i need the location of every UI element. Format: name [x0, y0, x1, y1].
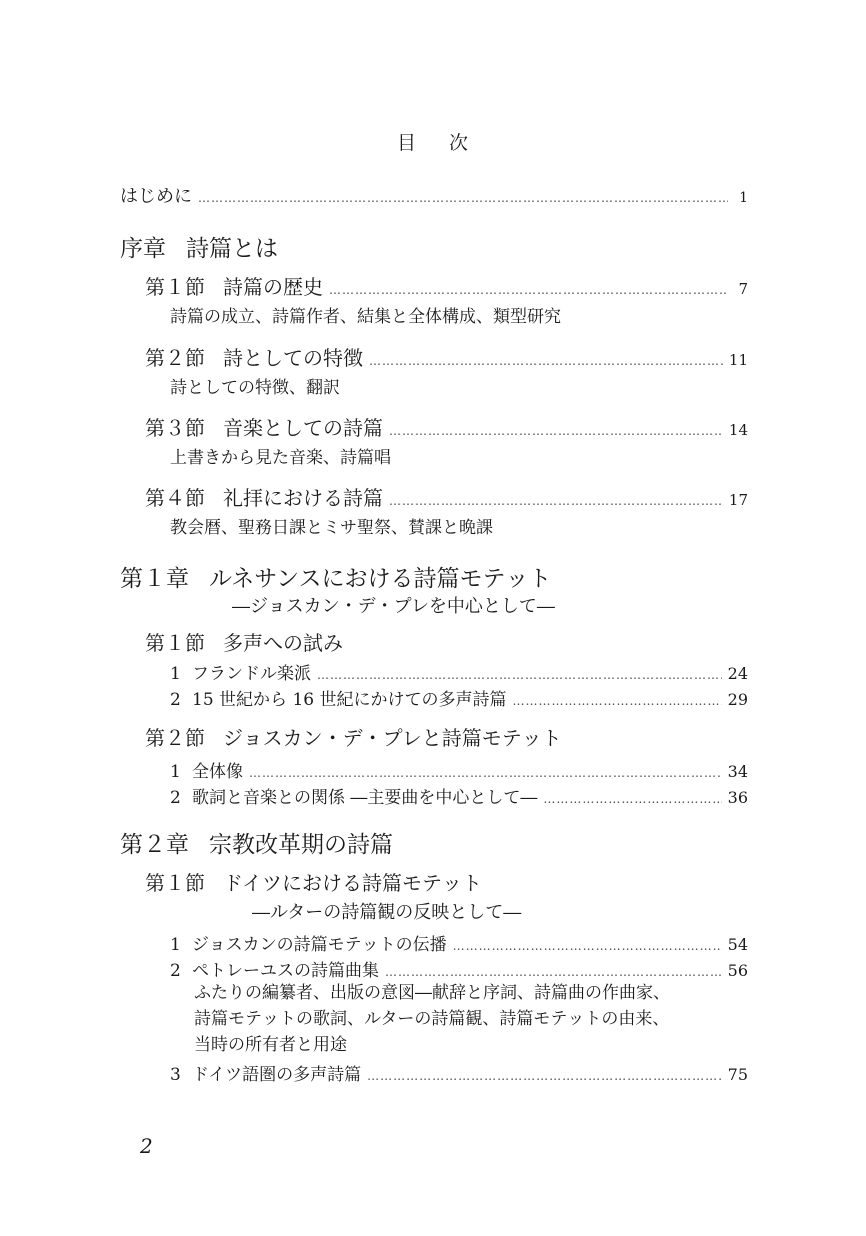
item-title: ペトレーユスの詩篇曲集 [192, 961, 379, 981]
chapter-heading-2[interactable] [120, 826, 393, 859]
toc-entry-item[interactable] [170, 757, 748, 782]
leader-dots [198, 191, 728, 205]
leader-dots [512, 694, 721, 708]
page-title [0, 128, 866, 155]
section-label: 第１節 [145, 871, 205, 895]
item-number: 2 [170, 690, 181, 710]
section-label: 第１節 [145, 275, 205, 299]
toc-section-heading[interactable] [145, 867, 482, 896]
toc-entry-intro[interactable] [120, 182, 748, 208]
toc-entry-section[interactable] [145, 342, 748, 371]
folio-page-number: 2 [140, 1134, 153, 1158]
section-label: 第３節 [145, 416, 205, 440]
toc-section-heading[interactable] [145, 627, 343, 656]
page-number: 24 [727, 664, 748, 683]
item-number: 1 [170, 664, 181, 684]
item-title: 歌詞と音楽との関係 ―主要曲を中心として― [192, 788, 538, 808]
section-label: 第１節 [145, 631, 205, 655]
toc-entry-item[interactable] [170, 659, 748, 684]
leader-dots [249, 766, 722, 780]
page-number: 17 [728, 491, 748, 509]
item-number: 2 [170, 961, 181, 981]
leader-dots [389, 424, 723, 438]
page-number: 56 [727, 961, 748, 980]
page-number: 29 [727, 690, 748, 709]
section-description: 詩としての特徴、翻訳 [170, 378, 340, 398]
section-label: 第２節 [145, 726, 205, 750]
toc-entry-item[interactable] [170, 1060, 748, 1085]
item-description [194, 980, 670, 1058]
page-number: 75 [727, 1065, 748, 1084]
chapter-label: 序章 [120, 236, 166, 262]
chapter-title: 詩篇とは [186, 236, 278, 262]
item-title: 15 世紀から 16 世紀にかけての多声詩篇 [192, 690, 507, 710]
leader-dots [317, 668, 722, 682]
section-description: 教会暦、聖務日課とミサ聖祭、賛課と晩課 [170, 518, 493, 538]
chapter-heading-preface[interactable] [120, 230, 278, 263]
toc-section-heading[interactable] [145, 722, 562, 751]
item-description-line: 当時の所有者と用途 [194, 1035, 347, 1055]
page-number: 1 [739, 190, 748, 206]
leader-dots [389, 494, 723, 508]
leader-dots [329, 283, 728, 297]
toc-entry-item[interactable] [170, 956, 748, 981]
item-description-line: ふたりの編纂者、出版の意図―献辞と序詞、詩篇曲の作曲家、 [194, 983, 670, 1003]
chapter-label: 第１章 [120, 566, 189, 592]
chapter-title: 宗教改革期の詩篇 [209, 832, 393, 858]
toc-entry-item[interactable] [170, 783, 748, 808]
leader-dots [369, 354, 723, 368]
item-number: 1 [170, 935, 181, 955]
section-title: ドイツにおける詩篇モテット [223, 871, 482, 895]
section-title: ジョスカン・デ・プレと詩篇モテット [223, 726, 562, 750]
toc-entry-item[interactable] [170, 930, 748, 955]
item-title: ジョスカンの詩篇モテットの伝播 [192, 935, 447, 955]
page-number: 36 [727, 788, 748, 807]
page-number: 7 [738, 280, 748, 298]
item-number: 1 [170, 762, 181, 782]
leader-dots [367, 1069, 721, 1083]
toc-entry-section[interactable] [145, 482, 748, 511]
section-title: 礼拝における詩篇 [223, 486, 383, 510]
page-number: 54 [727, 935, 748, 954]
item-number: 3 [170, 1065, 181, 1085]
item-number: 2 [170, 788, 181, 808]
section-title: 詩篇の歴史 [223, 275, 323, 299]
item-title: 全体像 [192, 762, 243, 782]
toc-entry-item[interactable] [170, 685, 748, 710]
chapter-subtitle: ―ジョスカン・デ・プレを中心として― [232, 596, 555, 617]
chapter-label: 第２章 [120, 832, 189, 858]
section-label: 第４節 [145, 486, 205, 510]
section-label: 第２節 [145, 346, 205, 370]
page-number: 34 [727, 762, 748, 781]
section-description: 詩篇の成立、詩篇作者、結集と全体構成、類型研究 [170, 307, 561, 327]
chapter-heading-1[interactable] [120, 560, 551, 593]
chapter-title: ルネサンスにおける詩篇モテット [209, 566, 552, 592]
page-number: 11 [728, 351, 748, 369]
leader-dots [453, 939, 722, 953]
item-title: フランドル楽派 [192, 664, 311, 684]
title-char-2: 次 [449, 132, 470, 154]
toc-entry-section[interactable] [145, 412, 748, 441]
section-title: 多声への試み [223, 631, 343, 655]
entry-label: はじめに [120, 186, 192, 207]
section-title: 詩としての特徴 [223, 346, 363, 370]
toc-entry-section[interactable] [145, 271, 748, 300]
page-number: 14 [728, 421, 748, 439]
item-description-line: 詩篇モテットの歌詞、ルターの詩篇観、詩篇モテットの由来、 [194, 1009, 670, 1029]
section-title: 音楽としての詩篇 [223, 416, 383, 440]
title-char-1: 目 [396, 132, 417, 154]
section-description: 上書きから見た音楽、詩篇唱 [170, 448, 391, 468]
section-subtitle: ―ルターの詩篇観の反映として― [252, 902, 522, 923]
item-title: ドイツ語圏の多声詩篇 [192, 1065, 362, 1085]
leader-dots [385, 965, 722, 979]
leader-dots [543, 792, 721, 806]
